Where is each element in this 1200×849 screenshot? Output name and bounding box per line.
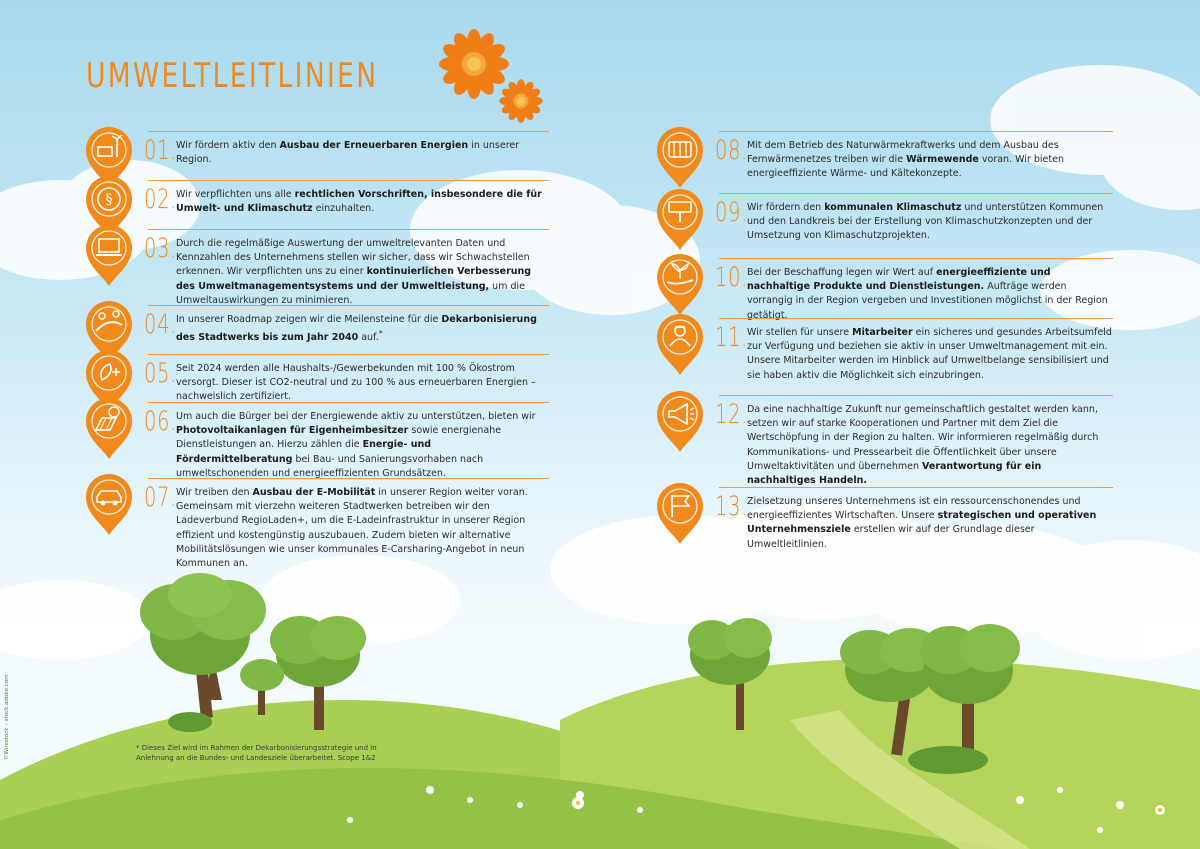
item-number: 07. [144,482,178,513]
electric-car-icon [84,474,134,536]
flag-icon [655,483,705,545]
svg-text:§: § [105,192,113,208]
item-text: Seit 2024 werden alle Haushalts-/Gewerbekunden mit 100 % Ökostrom versorgt. Dieser ist CO2-neutral und zu 100 % aus erneuerbaren Energien – nachweislich zertifiziert. [176,363,536,403]
image-credit: ©Wirestock – stock.adobe.com [4,674,10,760]
item-text: Mit dem Betrieb des Naturwärmekraftwerks und dem Ausbau des Fernwärmenetzes treiben wir die Wärmewende voran. Wir bieten energieeffiziente Wärme- und Kältekonzepte. [747,140,1064,180]
guideline-item-02 [84,180,549,226]
item-text: Um auch die Bürger bei der Energiewende aktiv zu unterstützen, bieten wir Photovoltaikanlagen für Eigenheimbesitzer sowie energienahe Dienstleistungen an. Hierzu zählen die Energie- und Fördermittelberatung bei Bau- und Sanierungsvorhaben nach umweltschonenden und energieeffizienten Grundsätzen. [176,411,536,479]
divider [719,395,1113,396]
item-number: 03. [144,233,178,264]
item-number: 12. [715,399,749,430]
item-number: 02. [144,184,178,215]
guideline-item-03 [84,229,549,304]
laptop-icon [84,225,134,287]
item-number: 06. [144,406,178,437]
item-text: Bei der Beschaffung legen wir Wert auf energieeffiziente und nachhaltige Produkte und Dienstleistungen. Aufträge werden vorrangig in der Region vergeben und Investitionen möglichst in der Region getätigt. [747,267,1108,321]
guideline-item-08 [655,131,1113,191]
hand-plant-icon [655,254,705,316]
worker-icon [655,314,705,376]
divider [148,131,549,132]
guideline-item-12 [655,395,1113,485]
divider [148,402,549,403]
item-text: Zielsetzung unseres Unternehmens ist ein ressourcenschonendes und energieeffizientes Wirtschaften. Unsere strategischen und operativen Unternehmensziele erstellen wir auf der Grundlage dieser Umweltleitlinien. [747,496,1097,550]
page-title: UMWELTLEITLINIEN [86,56,379,96]
item-number: 09. [715,197,749,228]
guideline-item-10 [655,258,1113,321]
divider [719,487,1113,488]
guideline-item-01 [84,131,549,177]
item-text: Wir fördern aktiv den Ausbau der Erneuerbaren Energien in unserer Region. [176,140,520,166]
divider [148,180,549,181]
item-number: 05. [144,358,178,389]
signpost-icon [655,189,705,251]
item-text: Durch die regelmäßige Auswertung der umweltrelevanten Daten und Kennzahlen des Unternehmens stellen wir sicher, dass wir Schwachstellen erkennen. Wir verpflichten uns zu einer kontinuierlichen Verbesserung des Umweltmanagementsystems und der Umweltleistung, um die Umweltauswirkungen zu minimieren. [176,238,532,306]
item-number: 11. [715,322,749,353]
divider [148,478,549,479]
solar-panel-sun-icon [84,398,134,460]
guideline-item-06 [84,402,549,477]
divider [719,131,1113,132]
divider [719,258,1113,259]
radiator-icon [655,127,705,189]
guideline-item-09 [655,193,1113,253]
guideline-item-04 [84,305,549,351]
guideline-item-05 [84,354,549,403]
item-number: 08. [715,135,749,166]
divider [148,354,549,355]
divider [148,305,549,306]
item-text: In unserer Roadmap zeigen wir die Meilensteine für die Dekarbonisierung des Stadtwerks bis zum Jahr 2040 auf.* [176,314,537,344]
item-text: Wir fördern den kommunalen Klimaschutz und unterstützen Kommunen und den Landkreis bei der Erstellung von Klimaschutzkonzepten und der Umsetzung von Klimaschutzprojekten. [747,202,1104,242]
item-number: 13. [715,491,749,522]
item-number: 10. [715,262,749,293]
divider [148,229,549,230]
divider [719,193,1113,194]
item-text: Wir treiben den Ausbau der E-Mobilität in unserer Region weiter voran. Gemeinsam mit vierzehn weiteren Stadtwerken betreiben wir den Ladeverbund RegioLaden+, um die E-Ladeinfrastruktur in unserer Region effizient und kostengünstig auszubauen. Zudem bieten wir alternative Mobilitätslösungen wie unser kommunales E-Carsharing-Angebot in neun Kommunen an. [176,487,528,570]
item-text: Wir stellen für unsere Mitarbeiter ein sicheres und gesundes Arbeitsumfeld zur Verfügung und beziehen sie aktiv in unser Umweltmanagement mit ein. Unsere Mitarbeiter werden im Hinblick auf Umweltbelange sensibilisiert und sie haben aktiv die Möglichkeit sich einzubringen. [747,327,1112,381]
divider [719,318,1113,319]
item-number: 01. [144,135,178,166]
guideline-item-13 [655,487,1113,550]
item-number: 04. [144,309,178,340]
item-text: Wir verpflichten uns alle rechtlichen Vorschriften, insbesondere die für Umwelt- und Klimaschutz einzuhalten. [176,189,542,215]
item-text: Da eine nachhaltige Zukunft nur gemeinschaftlich gestaltet werden kann, setzen wir auf starke Kooperationen und Partner mit dem Ziel die Wertschöpfung in der Region zu halten. Wir informieren regelmäßig durch Kommunikations- und Pressearbeit die Öffentlichkeit über unsere Umweltaktivitäten und übernehmen Verantwortung für ein nachhaltiges Handeln. [747,404,1099,487]
megaphone-icon [655,391,705,453]
sun-flower-small-icon [499,79,542,122]
sun-flower-icon [439,29,509,99]
guideline-item-11 [655,318,1113,393]
guideline-item-07 [84,478,549,568]
footnote: * Dieses Ziel wird im Rahmen der Dekarbonisierungsstrategie und in Anlehnung an die Bundes- und Landesziele überarbeitet. Scope 1&2 [136,744,377,762]
